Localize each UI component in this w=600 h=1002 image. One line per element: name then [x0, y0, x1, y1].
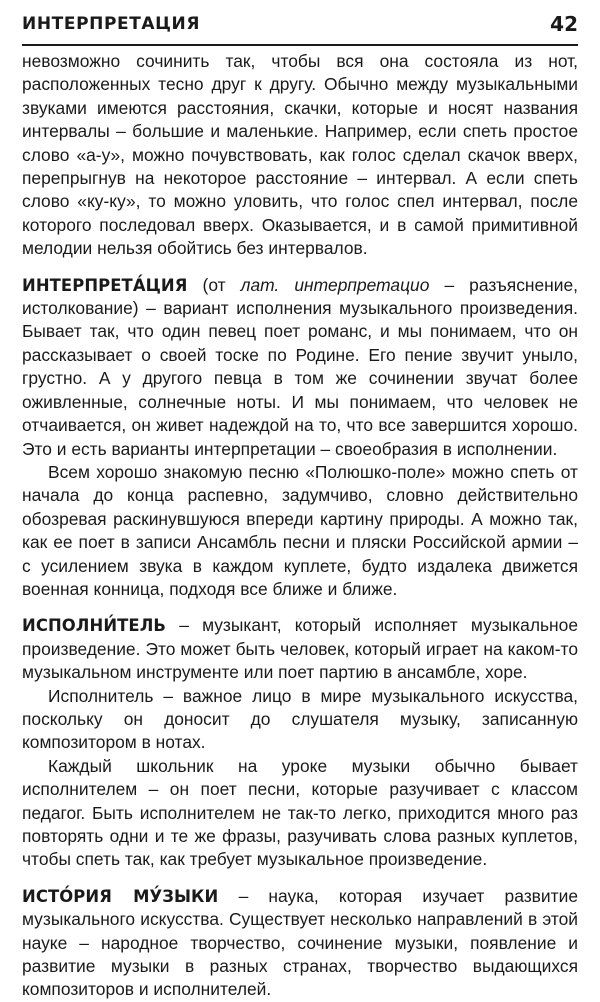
page-number: 42: [550, 12, 578, 36]
page-content: [22, 50, 578, 1002]
entry-music-history: [22, 885, 578, 1002]
performer-paragraph-2: Исполнитель – важное лицо в мире музыкального искусства, поскольку он доносит до слушателя музыку, записанную композитором в нотах.: [22, 685, 578, 753]
running-header-title: ИНТЕРПРЕТАЦИЯ: [22, 14, 201, 34]
entry-definition-interpretation: – разъяснение, истолкование) – вариант исполнения музыкального произведения. Бывает так, что один певец поет романс, и мы понимаем, что он рассказывает о своей тоске по Родине. Его пение звучит уныло, грустно. А у другого певца в том же сочинении звучат более оживленные, солнечные ноты. И мы понимаем, что человек не отчаивается, он живет надеждой на то, что все завершится хорошо. Это и есть варианты интерпретации – своеобразия в исполнении.: [22, 274, 578, 459]
entry-term-music-history: ИСТО́РИЯ МУ́ЗЫКИ: [22, 886, 219, 906]
entry-performer: [22, 614, 578, 684]
entry-definition-performer: – музыкант, который исполняет музыкальное произведение. Это может быть человек, который играет на каком-то музыкальном инструменте или поет партию в ансамбле, хоре.: [22, 615, 578, 683]
entry-interpretation: [22, 274, 578, 461]
etymology-prefix: (от: [187, 274, 241, 295]
interval-continuation-paragraph: невозможно сочинить так, чтобы вся она состояла из нот, расположенных тесно друг к другу. Обычно между музыкальными звуками имеются расстояния, скачки, которые и носят названия интервалы – большие и маленькие. Например, если спеть простое слово «а-у», можно почувствовать, как голос сделал скачок вверх, перепрыгнув на некоторое расстояние – интервал. А если спеть слово «ку-ку», то можно уловить, что голос спел интервал, после которого последовал вверх. Оказывается, и в самой примитивной мелодии нельзя обойтись без интервалов.: [22, 51, 578, 259]
entry-definition-music-history: – наука, которая изучает развитие музыкального искусства. Существует несколько направлений в этой науке – народное творчество, сочинение музыки, появление и развитие музыки в разных странах, творчество выдающихся композиторов и исполнителей.: [22, 885, 578, 1000]
performer-paragraph-3: Каждый школьник на уроке музыки обычно бывает исполнителем – он поет песни, которые разучивает с классом педагог. Быть исполнителем не так-то легко, приходится много раз повторять одни и те же фразы, разучивать слова разных куплетов, чтобы спеть так, как требует музыкальное произведение.: [22, 755, 578, 870]
entry-term-performer: ИСПОЛНИ́ТЕЛЬ: [22, 616, 167, 636]
running-header: [22, 14, 578, 46]
entry-term-interpretation: ИНТЕРПРЕТА́ЦИЯ: [22, 275, 188, 295]
interpretation-example-paragraph: Всем хорошо знакомую песню «Полюшко-поле» можно спеть от начала до конца распевно, задумчиво, словно действительно обозревая раскинувшуюся впереди картину природы. А можно так, как ее поет в записи Ансамбль песни и пляски Российской армии – с усилением звука в каждом куплете, будто издалека движется военная конница, подходя все ближе и ближе.: [22, 461, 578, 599]
etymology-latin: лат. интерпретацио: [240, 274, 430, 295]
